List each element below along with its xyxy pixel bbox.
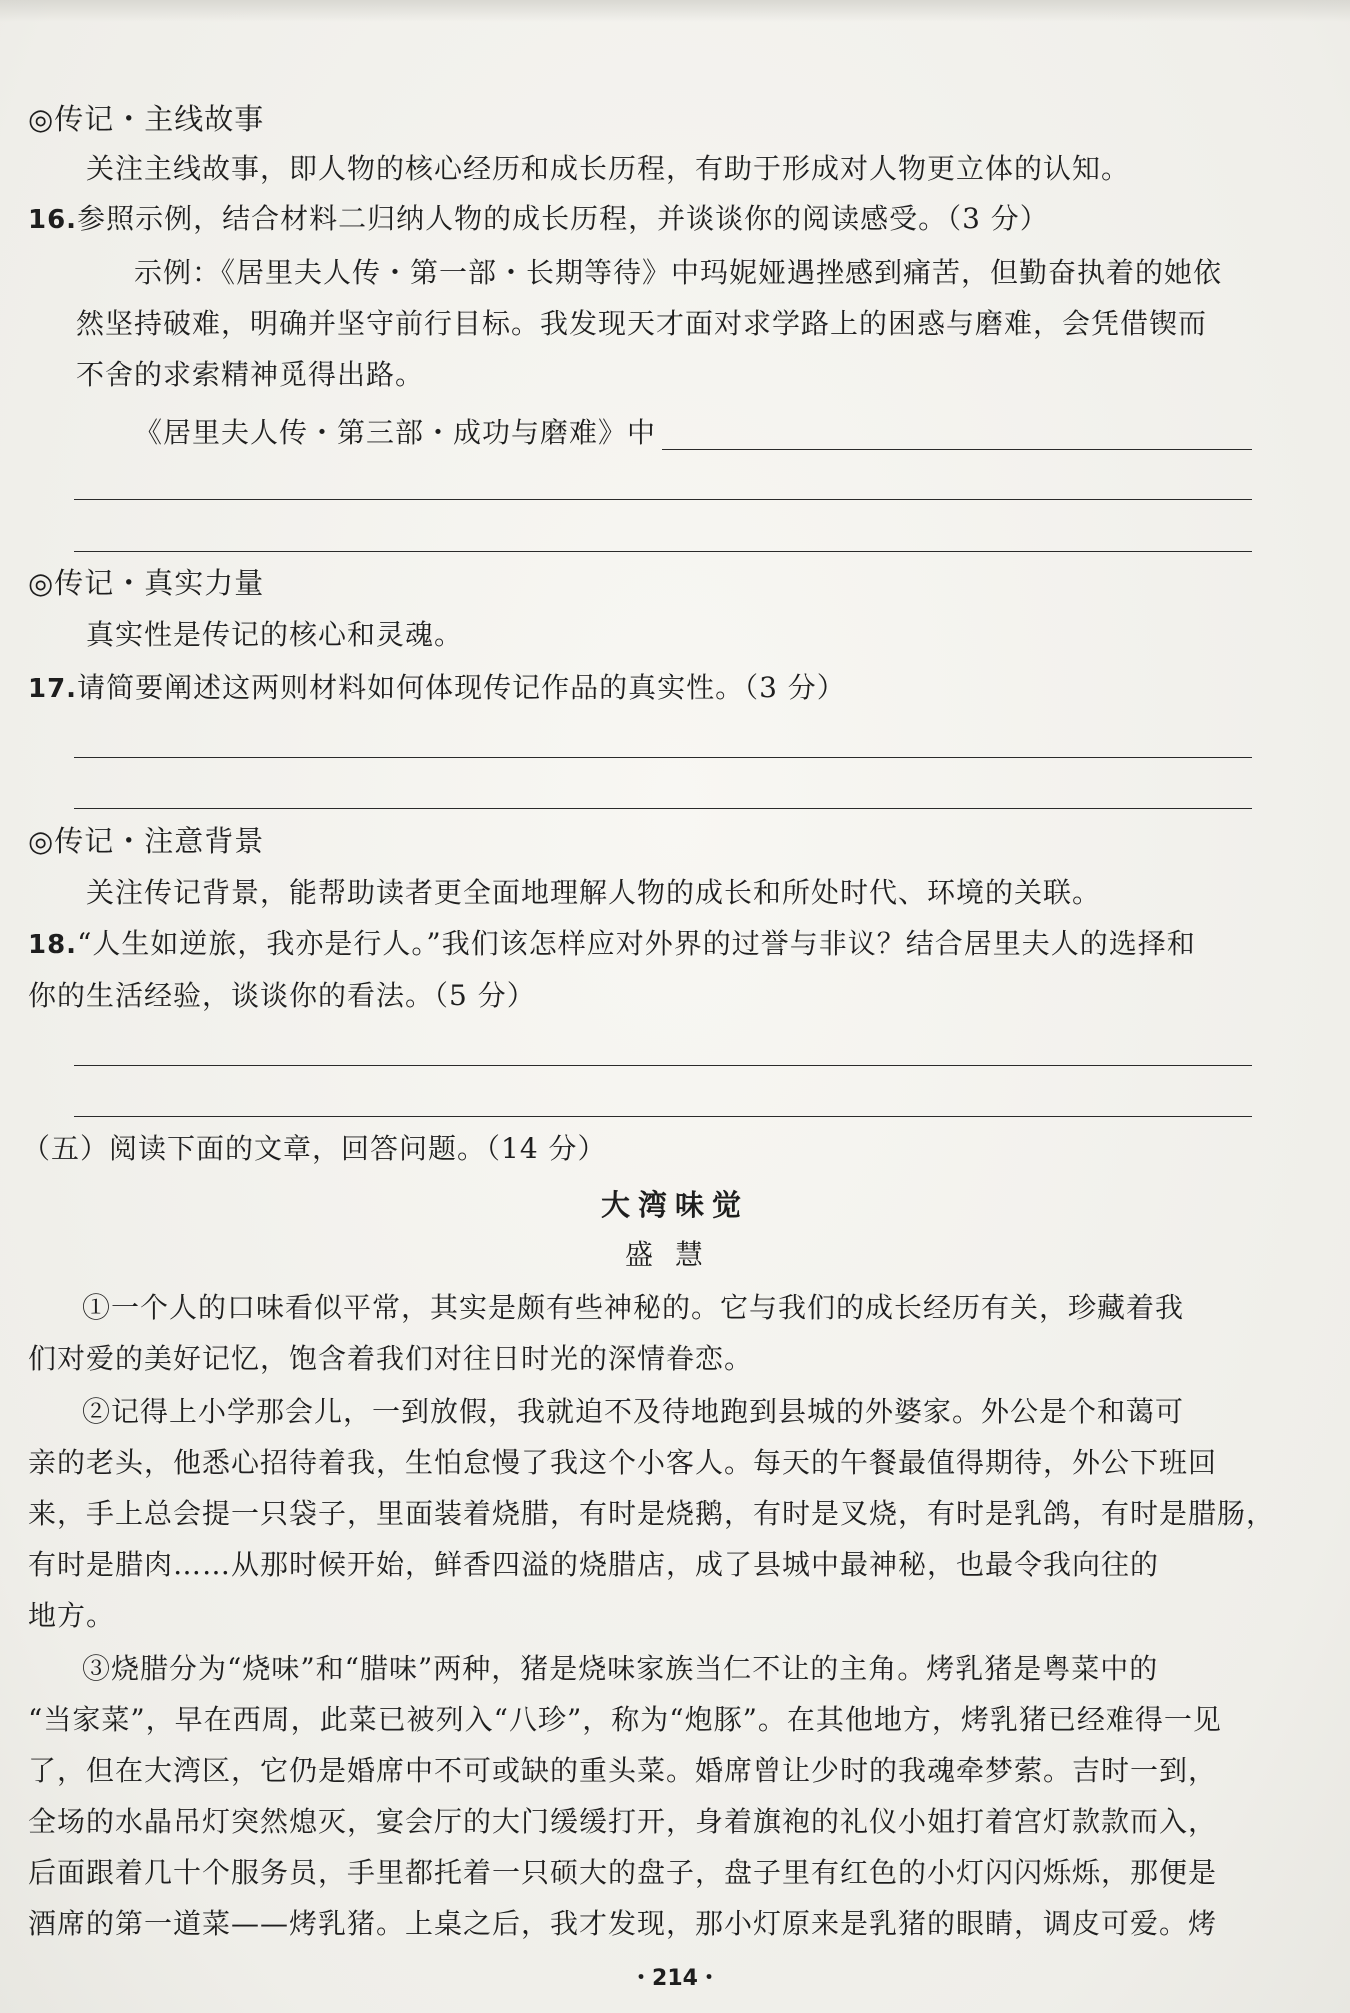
article-paragraph-line: 亲的老头，他悉心招待着我，生怕怠慢了我这个小客人。每天的午餐最值得期待，外公下班回: [28, 1446, 1218, 1479]
part-five-instruction: （五）阅读下面的文章，回答问题。（14 分）: [22, 1132, 607, 1165]
article-paragraph-line: 来，手上总会提一只袋子，里面装着烧腊，有时是烧鹅，有时是叉烧，有时是乳鸽，有时是腊肠，: [28, 1497, 1276, 1530]
question-16-number: 16.: [28, 205, 78, 235]
article-paragraph-line: 有时是腊肉……从那时候开始，鲜香四溢的烧腊店，成了县城中最神秘，也最令我向往的: [28, 1548, 1160, 1581]
answer-line[interactable]: [662, 449, 1252, 450]
question-16-example-line: 然坚持破难，明确并坚守前行目标。我发现天才面对求学路上的困惑与磨难，会凭借锲而: [76, 307, 1208, 340]
article-paragraph-line: “当家菜”，早在西周，此菜已被列入“八珍”，称为“炮豚”。在其他地方，烤乳猪已经难得一见: [28, 1703, 1222, 1736]
question-16-answer-prompt: 《居里夫人传・第三部・成功与磨难》中: [134, 416, 657, 449]
question-16-example-line: 不舍的求索精神觅得出路。: [76, 358, 425, 391]
section-heading-main-story: ◎传记・主线故事: [28, 102, 265, 136]
page-number: ・214・: [630, 1966, 720, 1991]
article-paragraph-line: 酒席的第一道菜——烤乳猪。上桌之后，我才发现，那小灯原来是乳猪的眼睛，调皮可爱。烤: [28, 1907, 1218, 1940]
section-heading-truth: ◎传记・真实力量: [28, 566, 265, 600]
question-18: [28, 924, 1248, 965]
article-paragraph-line: 全场的水晶吊灯突然熄灭，宴会厅的大门缓缓打开，身着旗袍的礼仪小姐打着宫灯款款而入，: [28, 1805, 1218, 1838]
article-paragraph-line: ②记得上小学那会儿，一到放假，我就迫不及待地跑到县城的外婆家。外公是个和蔼可: [82, 1395, 1185, 1428]
article-paragraph-line: ①一个人的口味看似平常，其实是颇有些神秘的。它与我们的成长经历有关，珍藏着我: [82, 1291, 1185, 1324]
article-paragraph-line: ③烧腊分为“烧味”和“腊味”两种，猪是烧味家族当仁不让的主角。烤乳猪是粤菜中的: [82, 1652, 1159, 1685]
article-title: 大湾味觉: [600, 1188, 749, 1222]
article-paragraph-line: 们对爱的美好记忆，饱含着我们对往日时光的深情眷恋。: [28, 1342, 754, 1375]
article-paragraph-line: 后面跟着几十个服务员，手里都托着一只硕大的盘子，盘子里有红色的小灯闪闪烁烁，那便是: [28, 1856, 1218, 1889]
answer-line[interactable]: [74, 1116, 1252, 1117]
question-17: [28, 668, 1248, 709]
answer-line[interactable]: [74, 499, 1252, 500]
question-18-text-continued: 你的生活经验，谈谈你的看法。（5 分）: [28, 979, 536, 1012]
question-17-number: 17.: [28, 674, 78, 704]
article-paragraph-line: 了，但在大湾区，它仍是婚席中不可或缺的重头菜。婚席曾让少时的我魂牵梦萦。吉时一到，: [28, 1754, 1218, 1787]
question-16-text: 参照示例，结合材料二归纳人物的成长历程，并谈谈你的阅读感受。（3 分）: [77, 202, 1049, 235]
answer-line[interactable]: [74, 551, 1252, 552]
question-16-example-line: 示例：《居里夫人传・第一部・长期等待》中玛妮娅遇挫感到痛苦，但勤奋执着的她依: [134, 256, 1223, 289]
answer-line[interactable]: [74, 1065, 1252, 1066]
answer-line[interactable]: [74, 808, 1252, 809]
section-body-background: 关注传记背景，能帮助读者更全面地理解人物的成长和所处时代、环境的关联。: [86, 876, 1102, 909]
section-body-truth: 真实性是传记的核心和灵魂。: [86, 618, 464, 651]
question-17-text: 请简要阐述这两则材料如何体现传记作品的真实性。（3 分）: [77, 671, 846, 704]
question-18-number: 18.: [28, 930, 78, 960]
question-18-text: “人生如逆旅，我亦是行人。”我们该怎样应对外界的过誉与非议？结合居里夫人的选择和: [77, 927, 1196, 960]
article-author: 盛慧: [624, 1238, 725, 1271]
answer-line[interactable]: [74, 757, 1252, 758]
section-body-main-story: 关注主线故事，即人物的核心经历和成长历程，有助于形成对人物更立体的认知。: [86, 152, 1131, 185]
page-top-edge: [0, 0, 1350, 22]
question-16: [28, 199, 1248, 240]
section-heading-background: ◎传记・注意背景: [28, 824, 265, 858]
article-paragraph-line: 地方。: [28, 1599, 116, 1632]
